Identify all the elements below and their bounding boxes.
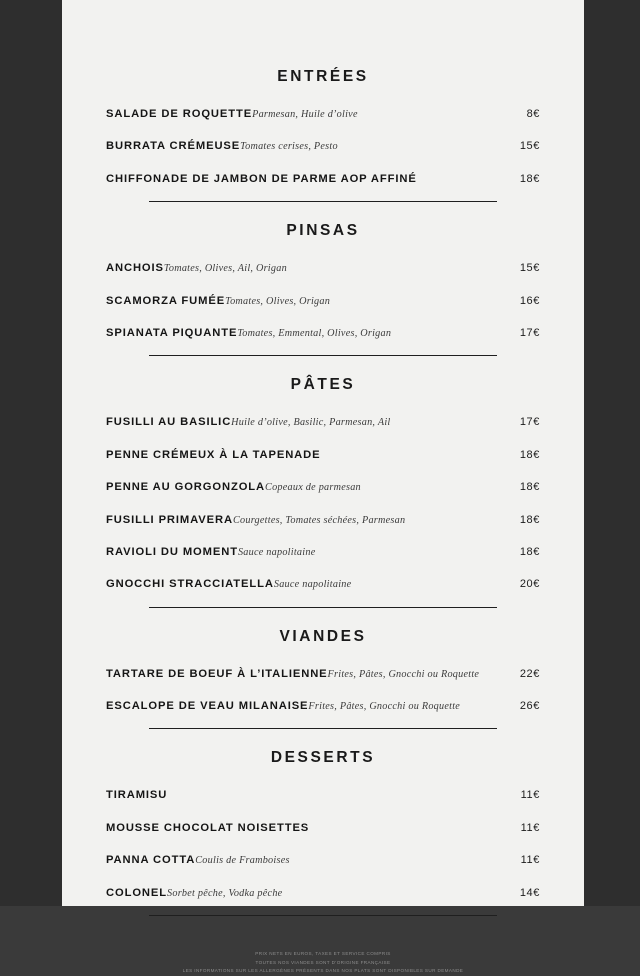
menu-item-text [106,664,506,682]
menu-item-text [106,883,506,901]
menu-item-text [106,574,506,592]
menu-footer [106,950,540,976]
menu-item-description: Tomates, Olives, Ail, Origan [163,263,287,275]
section-title: DESSERTS [270,749,376,767]
menu-item-text [106,291,506,309]
menu-item-price: 14€ [519,886,540,899]
menu-item-name: FUSILLI AU BASILIC [106,416,232,429]
menu-item-text [106,323,506,341]
menu-item-price: 16€ [519,294,540,307]
menu-item-name: CHIFFONADE DE JAMBON DE PARME AOP AFFINÉ [106,172,417,185]
menu-item-name: PANNA COTTA [106,854,196,867]
menu-item-description: Sorbet pêche, Vodka pêche [167,887,283,899]
menu-section [106,222,540,356]
page-gutter-left [0,0,62,906]
menu-item-price: 17€ [519,416,540,429]
section-divider [149,915,497,916]
section-title: ENTRÉES [277,68,369,85]
menu-item-description: Sauce napolitaine [237,546,316,558]
menu-item [106,818,540,836]
menu-item-text [106,258,506,276]
menu-item [106,323,540,341]
menu-item [106,542,540,560]
menu-item-text [106,696,506,714]
footer-line-3: LES INFORMATIONS SUR LES ALLERGÈNES PRÉSENTS DANS NOS PLATS SONT DISPONIBLES SUR DEMANDE [182,968,464,974]
section-divider [149,607,497,608]
footer-line-2: TOUTES NOS VIANDES SONT D’ORIGINE FRANÇAISE [255,959,391,965]
menu-item-name: ESCALOPE DE VEAU MILANAISE [106,700,309,713]
menu-item-price: 18€ [519,513,540,526]
menu-item-price: 22€ [519,667,540,680]
menu-item-price: 8€ [526,108,540,120]
menu-item-description: Tomates, Emmental, Olives, Origan [237,327,392,339]
menu-item-name: FUSILLI PRIMAVERA [106,513,233,526]
menu-item-price: 20€ [519,578,540,591]
menu-item-description: Sauce napolitaine [273,579,352,591]
menu-item-price: 18€ [519,545,540,558]
menu-item-name: TARTARE DE BOEUF À L’ITALIENNE [106,667,328,680]
section-title: PÂTES [290,376,356,394]
menu-item [106,510,540,528]
menu-item-price: 17€ [519,326,540,339]
footer-line-1: PRIX NETS EN EUROS, TAXES ET SERVICE COMPRIS [255,951,391,957]
menu-item-list [106,258,540,341]
menu-item [106,258,540,276]
menu-item-description: Huile d’olive, Basilic, Parmesan, Ail [231,417,391,429]
menu-item-name: PENNE AU GORGONZOLA [106,481,266,494]
menu-item-price: 11€ [520,789,540,802]
menu-item-text [106,169,506,187]
menu-item [106,883,540,901]
menu-item-description: Tomates cerises, Pesto [240,141,338,153]
menu-item-description: Frites, Pâtes, Gnocchi ou Roquette [327,668,480,680]
menu-item [106,477,540,495]
menu-section [106,376,540,607]
section-divider [149,355,497,356]
menu-item [106,291,540,309]
section-divider [149,728,497,729]
menu-item [106,664,540,682]
menu-item-name: ANCHOIS [106,262,164,275]
menu-item-price: 11€ [520,854,540,867]
menu-item [106,445,540,463]
menu-item-name: COLONEL [106,886,167,899]
menu-item-text [106,104,506,122]
menu-item-description: Courgettes, Tomates séchées, Parmesan [232,514,406,526]
menu-item-price: 15€ [519,140,540,153]
section-title: VIANDES [279,627,367,645]
menu-item-text [106,850,506,868]
menu-item-name: PENNE CRÉMEUX À LA TAPENADE [106,448,321,461]
menu-item-text [106,477,506,495]
menu-item-description: Frites, Pâtes, Gnocchi ou Roquette [308,701,461,713]
menu-item-name: SALADE DE ROQUETTE [106,108,253,120]
menu-section [106,749,540,916]
menu-item-price: 11€ [520,821,540,834]
menu-document [62,0,584,974]
menu-item [106,169,540,187]
menu-item-description: Tomates, Olives, Origan [225,295,331,307]
menu-item [106,850,540,868]
menu-item [106,412,540,430]
menu-item-list [106,785,540,901]
menu-item-price: 18€ [519,481,540,494]
menu-item-list [106,412,540,592]
menu-item-name: MOUSSE CHOCOLAT NOISETTES [106,821,310,834]
menu-item [106,785,540,803]
menu-item-name: TIRAMISU [106,789,168,802]
menu-item-name: RAVIOLI DU MOMENT [106,545,238,558]
menu-item-text [106,542,506,560]
menu-item-text [106,510,506,528]
menu-item-description: Parmesan, Huile d’olive [252,109,358,120]
menu-item [106,574,540,592]
menu-section [106,68,540,202]
menu-item-name: BURRATA CRÉMEUSE [106,140,241,153]
menu-item-name: SPIANATA PIQUANTE [106,326,238,339]
menu-item-name: SCAMORZA FUMÉE [106,294,226,307]
menu-item-price: 18€ [519,172,540,185]
page-gutter-right [584,0,640,906]
menu-item-name: GNOCCHI STRACCIATELLA [106,578,274,591]
menu-item-description: Copeaux de parmesan [265,482,361,494]
menu-item-description: Coulis de Framboises [195,855,290,867]
menu-sections [106,0,540,916]
menu-item [106,696,540,714]
menu-item-price: 15€ [519,262,540,275]
section-divider [149,201,497,202]
menu-section [106,628,540,730]
menu-item [106,104,540,122]
menu-item-text [106,818,506,836]
menu-item-text [106,785,506,803]
menu-item-price: 26€ [519,700,540,713]
section-title: PINSAS [286,222,360,240]
menu-item-text [106,445,506,463]
menu-item [106,136,540,154]
menu-item-text [106,136,506,154]
menu-item-price: 18€ [519,448,540,461]
menu-item-list [106,104,540,187]
menu-item-text [106,412,506,430]
menu-item-list [106,664,540,715]
